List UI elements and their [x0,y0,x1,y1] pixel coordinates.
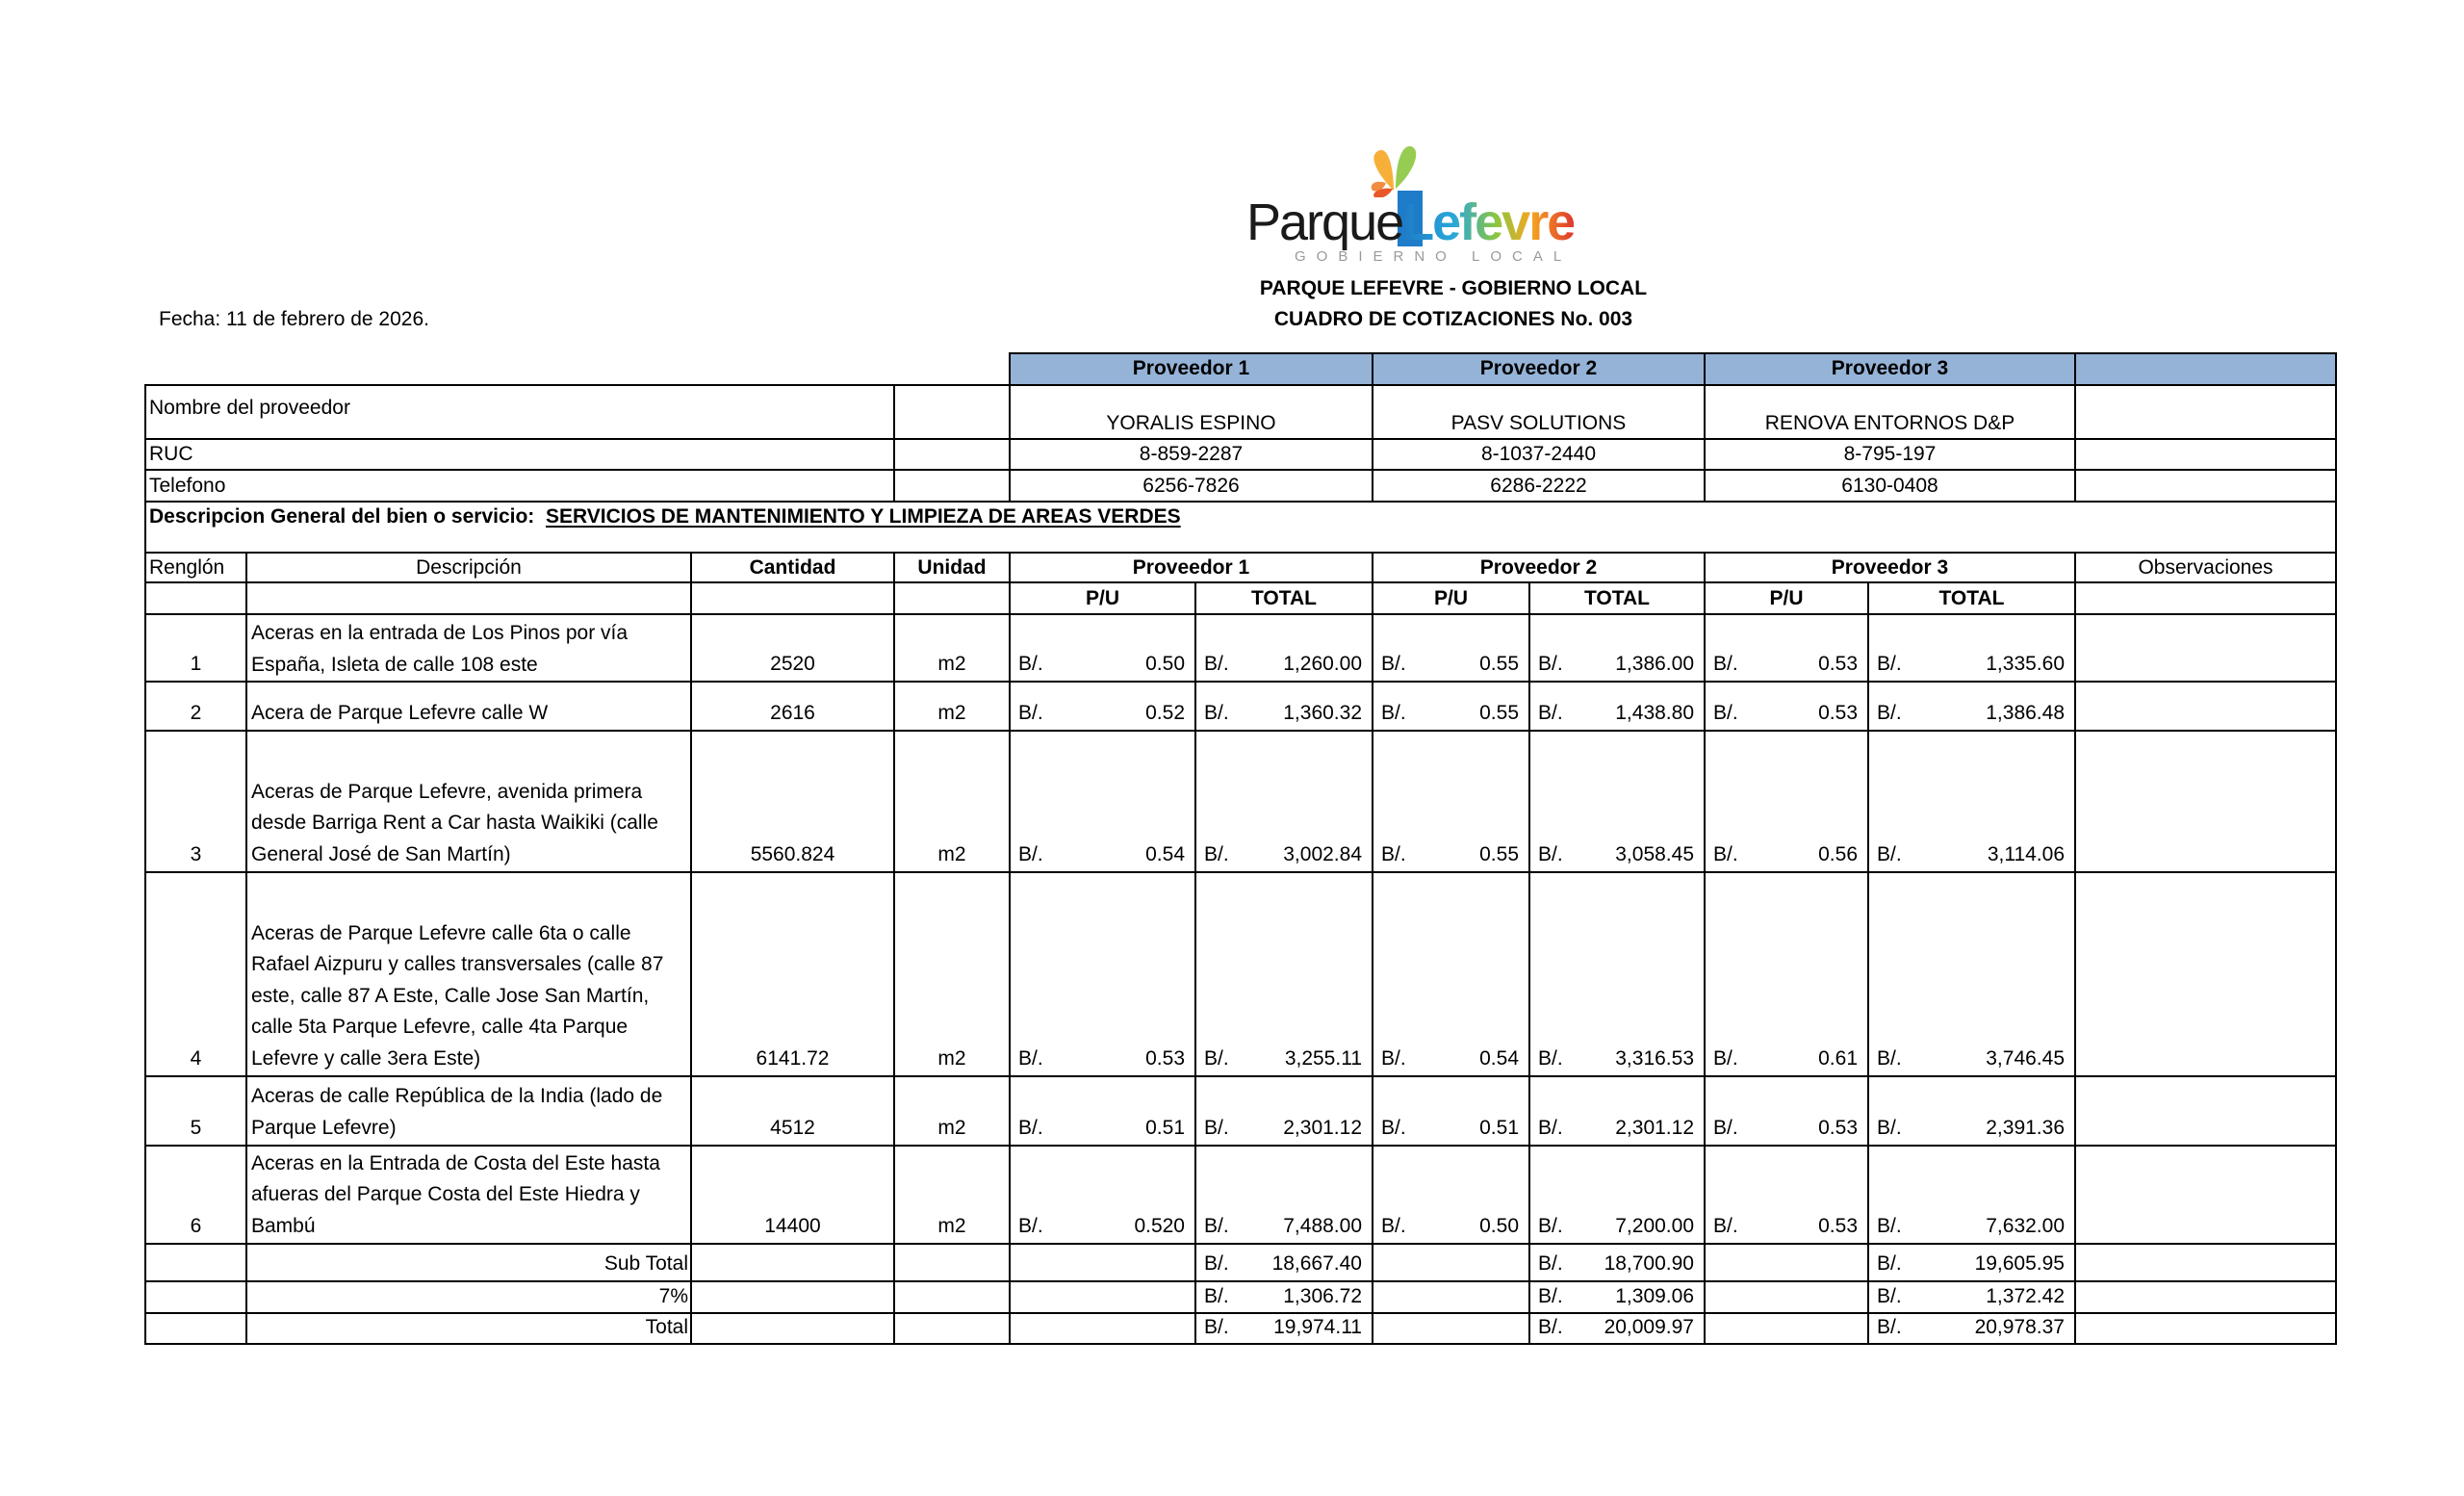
col-p2-pu: P/U [1433,587,1468,609]
amount: 0.53 [1818,653,1858,675]
p2-total [1530,1044,1704,1074]
row-cantidad: 14400 [764,1215,821,1237]
amount: 0.52 [1145,702,1185,724]
currency: B/. [1018,653,1043,675]
amount: 19,605.95 [1974,1252,2065,1275]
provider-3-ruc: 8-795-197 [1843,443,1937,465]
row-renglon: 1 [190,653,202,675]
currency: B/. [1381,843,1406,865]
parque-lefevre-logo [1242,144,1578,268]
amount: 1,438.80 [1615,702,1694,724]
divider [144,1243,2337,1245]
currency: B/. [1538,1117,1563,1139]
amount: 18,700.90 [1604,1252,1694,1275]
currency: B/. [1877,1285,1902,1307]
amount: 0.55 [1479,653,1519,675]
p3-tax [1869,1281,2074,1312]
row-descripcion-text: Aceras de Parque Lefevre calle 6ta o calle Rafael Aizpuru y calles transversales (calle 87 este, calle 87 A Este, Calle Jose San Martín, calle 5ta Parque Lefevre, calle 4ta Parque Lefevre y calle 3era Este) [251,921,664,1070]
p2-subtotal [1530,1249,1704,1279]
p3-total [1869,1113,2074,1144]
p3-grand-total [1869,1312,2074,1343]
currency: B/. [1018,1047,1043,1070]
amount: 18,667.40 [1271,1252,1362,1275]
currency: B/. [1877,843,1902,865]
p3-subtotal [1869,1249,2074,1279]
amount: 1,306.72 [1283,1285,1362,1307]
amount: 3,746.45 [1986,1047,2065,1070]
currency: B/. [1204,1215,1229,1237]
divider [2335,352,2337,1345]
provider-2-name: PASV SOLUTIONS [1450,412,1627,434]
row-descripcion [247,732,690,870]
row-renglon: 2 [190,702,202,724]
row-cantidad: 6141.72 [756,1047,830,1070]
currency: B/. [1204,843,1229,865]
amount: 1,260.00 [1283,653,1362,675]
p1-total [1196,649,1372,680]
amount: 0.55 [1479,702,1519,724]
amount: 7,632.00 [1986,1215,2065,1237]
currency: B/. [1204,1285,1229,1307]
amount: 1,372.42 [1986,1285,2065,1307]
p1-unit-price [1011,1113,1194,1144]
p1-unit-price [1011,1211,1194,1242]
p2-total [1530,649,1704,680]
provider-3-header: Proveedor 3 [1831,357,1949,379]
currency: B/. [1877,1117,1902,1139]
amount: 1,386.48 [1986,702,2065,724]
currency: B/. [1381,1117,1406,1139]
currency: B/. [1018,1215,1043,1237]
p1-total [1196,1044,1372,1074]
amount: 3,114.06 [1987,843,2065,865]
col-p1-pu: P/U [1085,587,1119,609]
amount: 1,360.32 [1283,702,1362,724]
amount: 0.53 [1818,1117,1858,1139]
provider-1-name: YORALIS ESPINO [1106,412,1276,434]
document-title: PARQUE LEFEVRE - GOBIERNO LOCAL [1259,277,1648,299]
total-label: Total [645,1316,688,1338]
row-descripcion-text: Aceras en la Entrada de Costa del Este hasta afueras del Parque Costa del Este Hiedra y Bambú [251,1151,660,1237]
row-renglon: 6 [190,1215,202,1237]
amount: 1,386.00 [1615,653,1694,675]
amount: 0.53 [1818,702,1858,724]
amount: 0.54 [1145,843,1185,865]
currency: B/. [1381,1047,1406,1070]
row-unidad: m2 [937,1215,966,1237]
currency: B/. [1713,1047,1738,1070]
currency: B/. [1877,1252,1902,1275]
currency: B/. [1713,843,1738,865]
currency: B/. [1877,702,1902,724]
currency: B/. [1713,1117,1738,1139]
p1-unit-price [1011,1044,1194,1074]
currency: B/. [1204,1117,1229,1139]
amount: 20,009.97 [1604,1316,1694,1338]
row-unidad: m2 [937,843,966,865]
currency: B/. [1538,1285,1563,1307]
logo-wordmark: ParqueLefevre [1246,193,1575,251]
amount: 0.61 [1818,1047,1858,1070]
amount: 2,301.12 [1283,1117,1362,1139]
col-proveedor-2: Proveedor 2 [1479,556,1598,579]
p3-unit-price [1706,839,1867,870]
amount: 0.55 [1479,843,1519,865]
currency: B/. [1877,653,1902,675]
row-descripcion [247,683,690,729]
col-p3-total: TOTAL [1938,587,2005,609]
amount: 0.51 [1479,1117,1519,1139]
row-unidad: m2 [937,1117,966,1139]
subtotal-label: Sub Total [603,1252,688,1275]
currency: B/. [1204,702,1229,724]
currency: B/. [1538,1252,1563,1275]
tax-label: 7% [658,1285,688,1307]
provider-1-phone: 6256-7826 [1142,475,1240,497]
row-cantidad: 2520 [770,653,815,675]
row-descripcion [247,1077,690,1144]
row-descripcion [247,1147,690,1242]
currency: B/. [1204,1252,1229,1275]
provider-name-label: Nombre del proveedor [149,397,350,419]
p3-unit-price [1706,698,1867,729]
row-unidad: m2 [937,653,966,675]
currency: B/. [1381,653,1406,675]
amount: 20,978.37 [1974,1316,2065,1338]
logo-tagline: GOBIERNO LOCAL [1295,248,1573,265]
p3-unit-price [1706,1044,1867,1074]
col-cantidad: Cantidad [749,556,836,579]
amount: 0.53 [1818,1215,1858,1237]
p2-unit-price [1373,1044,1528,1074]
col-unidad: Unidad [917,556,987,579]
amount: 0.54 [1479,1047,1519,1070]
row-descripcion-text: Acera de Parque Lefevre calle W [251,701,549,724]
amount: 3,316.53 [1615,1047,1694,1070]
provider-3-phone: 6130-0408 [1841,475,1938,497]
currency: B/. [1381,1215,1406,1237]
row-cantidad: 5560.824 [750,843,835,865]
currency: B/. [1713,653,1738,675]
provider-1-ruc: 8-859-2287 [1139,443,1244,465]
currency: B/. [1204,1047,1229,1070]
amount: 0.520 [1134,1215,1185,1237]
amount: 1,335.60 [1986,653,2065,675]
provider-3-name: RENOVA ENTORNOS D&P [1764,412,2015,434]
p2-total [1530,698,1704,729]
date-label: Fecha: 11 de febrero de 2026. [159,308,429,330]
row-descripcion [247,873,690,1074]
provider-2-header: Proveedor 2 [1479,357,1598,379]
p2-unit-price [1373,1113,1528,1144]
p3-unit-price [1706,1211,1867,1242]
row-cantidad: 2616 [770,702,815,724]
amount: 3,255.11 [1284,1047,1362,1070]
p2-unit-price [1373,698,1528,729]
p3-total [1869,839,2074,870]
amount: 3,058.45 [1615,843,1694,865]
amount: 3,002.84 [1283,843,1362,865]
amount: 0.50 [1145,653,1185,675]
general-description [149,502,2267,532]
currency: B/. [1204,653,1229,675]
row-descripcion-text: Aceras de Parque Lefevre, avenida primera desde Barriga Rent a Car hasta Waikiki (calle General José de San Martín) [251,780,658,865]
currency: B/. [1877,1215,1902,1237]
col-p2-total: TOTAL [1583,587,1651,609]
p1-total [1196,839,1372,870]
p2-unit-price [1373,1211,1528,1242]
p3-total [1869,649,2074,680]
divider [893,384,895,502]
p2-grand-total [1530,1312,1704,1343]
provider-1-header: Proveedor 1 [1132,357,1250,379]
row-renglon: 4 [190,1047,202,1070]
col-proveedor-3: Proveedor 3 [1831,556,1949,579]
provider-2-ruc: 8-1037-2440 [1480,443,1597,465]
p2-unit-price [1373,649,1528,680]
col-descripcion: Descripción [416,556,522,579]
row-descripcion-text: Aceras de calle República de la India (lado de Parque Lefevre) [251,1085,663,1139]
col-observaciones: Observaciones [2138,556,2273,579]
col-p1-total: TOTAL [1250,587,1318,609]
p2-total [1530,1113,1704,1144]
p1-subtotal [1196,1249,1372,1279]
currency: B/. [1713,1215,1738,1237]
row-descripcion [247,616,690,681]
currency: B/. [1538,653,1563,675]
currency: B/. [1018,843,1043,865]
p3-total [1869,698,2074,729]
p1-total [1196,1113,1372,1144]
col-renglon: Renglón [149,556,225,579]
row-cantidad: 4512 [770,1117,815,1139]
logo-word-lefevre: Lefevre [1402,193,1575,251]
divider [2074,552,2076,1345]
phone-label: Telefono [149,475,226,497]
currency: B/. [1204,1316,1229,1338]
p2-unit-price [1373,839,1528,870]
general-description-label: Descripcion General del bien o servicio: [149,505,535,528]
currency: B/. [1538,1047,1563,1070]
amount: 1,309.06 [1615,1285,1694,1307]
amount: 0.51 [1145,1117,1185,1139]
row-unidad: m2 [937,1047,966,1070]
p1-total [1196,698,1372,729]
p2-total [1530,839,1704,870]
p3-total [1869,1211,2074,1242]
currency: B/. [1877,1047,1902,1070]
document-subtitle: CUADRO DE COTIZACIONES No. 003 [1273,308,1633,330]
amount: 2,391.36 [1986,1117,2065,1139]
amount: 7,488.00 [1283,1215,1362,1237]
row-unidad: m2 [937,702,966,724]
general-description-value: SERVICIOS DE MANTENIMIENTO Y LIMPIEZA DE AREAS VERDES [545,505,1181,528]
row-descripcion-text: Aceras en la entrada de Los Pinos por vía España, Isleta de calle 108 este [251,622,629,676]
amount: 0.50 [1479,1215,1519,1237]
row-renglon: 5 [190,1117,202,1139]
divider [144,1343,2337,1345]
p3-unit-price [1706,649,1867,680]
currency: B/. [1381,702,1406,724]
col-p3-pu: P/U [1769,587,1804,609]
amount: 19,974.11 [1273,1316,1362,1338]
butterfly-icon [1357,144,1424,197]
currency: B/. [1877,1316,1902,1338]
amount: 0.56 [1818,843,1858,865]
provider-2-phone: 6286-2222 [1490,475,1587,497]
currency: B/. [1018,1117,1043,1139]
currency: B/. [1018,702,1043,724]
currency: B/. [1538,1215,1563,1237]
p1-unit-price [1011,698,1194,729]
amount: 2,301.12 [1615,1117,1694,1139]
p3-unit-price [1706,1113,1867,1144]
divider [2074,352,2076,502]
currency: B/. [1538,843,1563,865]
p1-unit-price [1011,839,1194,870]
p1-total [1196,1211,1372,1242]
col-proveedor-1: Proveedor 1 [1132,556,1250,579]
amount: 0.53 [1145,1047,1185,1070]
row-renglon: 3 [190,843,202,865]
p1-unit-price [1011,649,1194,680]
currency: B/. [1713,702,1738,724]
amount: 7,200.00 [1615,1215,1694,1237]
p1-grand-total [1196,1312,1372,1343]
p3-total [1869,1044,2074,1074]
ruc-label: RUC [149,443,193,465]
p2-total [1530,1211,1704,1242]
p2-tax [1530,1281,1704,1312]
currency: B/. [1538,702,1563,724]
currency: B/. [1538,1316,1563,1338]
p1-tax [1196,1281,1372,1312]
